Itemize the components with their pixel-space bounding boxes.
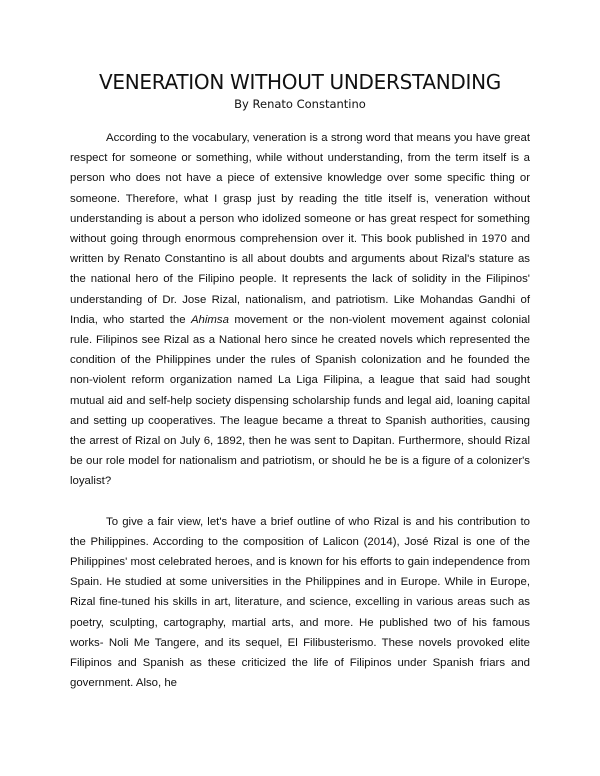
document-body xyxy=(70,128,530,693)
paragraph-2: To give a fair view, let's have a brief outline of who Rizal is and his contribution to the Philippines. According to the composition of Lalicon (2014), José Rizal is one of the Philippines' most celebrated heroes, and is known for his efforts to gain independence from Spain. He studied at some universities in the Philippines and in Europe. While in Europe, Rizal fine-tuned his skills in art, literature, and science, excelling in various areas such as poetry, sculpting, cartography, martial arts, and more. He published two of his famous works- Noli Me Tangere, and its sequel, El Filibusterismo. These novels provoked elite Filipinos and Spanish as these criticized the life of Filipinos under Spanish friars and government. Also, he xyxy=(70,515,530,690)
document-title: VENERATION WITHOUT UNDERSTANDING xyxy=(99,70,501,94)
document-byline: By Renato Constantino xyxy=(234,97,366,111)
paragraph-1-text-end: movement or the non-violent movement against colonial rule. Filipinos see Rizal as a National hero since he created novels which represented the condition of the Philippines under the rules of Spanish colonization and he founded the non-violent reform organization named La Liga Filipina, a league that said had sought mutual aid and self-help society dispensing scholarship funds and legal aid, loaning capital and setting up cooperatives. The league became a threat to Spanish authorities, causing the arrest of Rizal on July 6, 1892, then he was sent to Dapitan. Furthermore, should Rizal be our role model for nationalism and patriotism, or should he be is a figure of a colonizer's loyalist? xyxy=(70,313,530,488)
paragraph-1 xyxy=(70,128,530,492)
ahimsa-term: Ahimsa xyxy=(190,313,229,326)
paragraph-1-text-start: According to the vocabulary, veneration is a strong word that means you have great respect for someone or something, while without understanding, from the term itself is a person who does not have a piece of extensive knowledge over some specific thing or someone. Therefore, what I grasp just by reading the title itself is, veneration without understanding is about a person who idolized someone or has great respect for something without going through enormous comprehension over it. This book published in 1970 and written by Renato Constantino is all about doubts and arguments about Rizal's stature as the national hero of the Filipino people. It represents the lack of solidity in the Filipinos' understanding of Dr. Jose Rizal, nationalism, and patriotism. Like Mohandas Gandhi of India, who started the xyxy=(70,132,530,326)
